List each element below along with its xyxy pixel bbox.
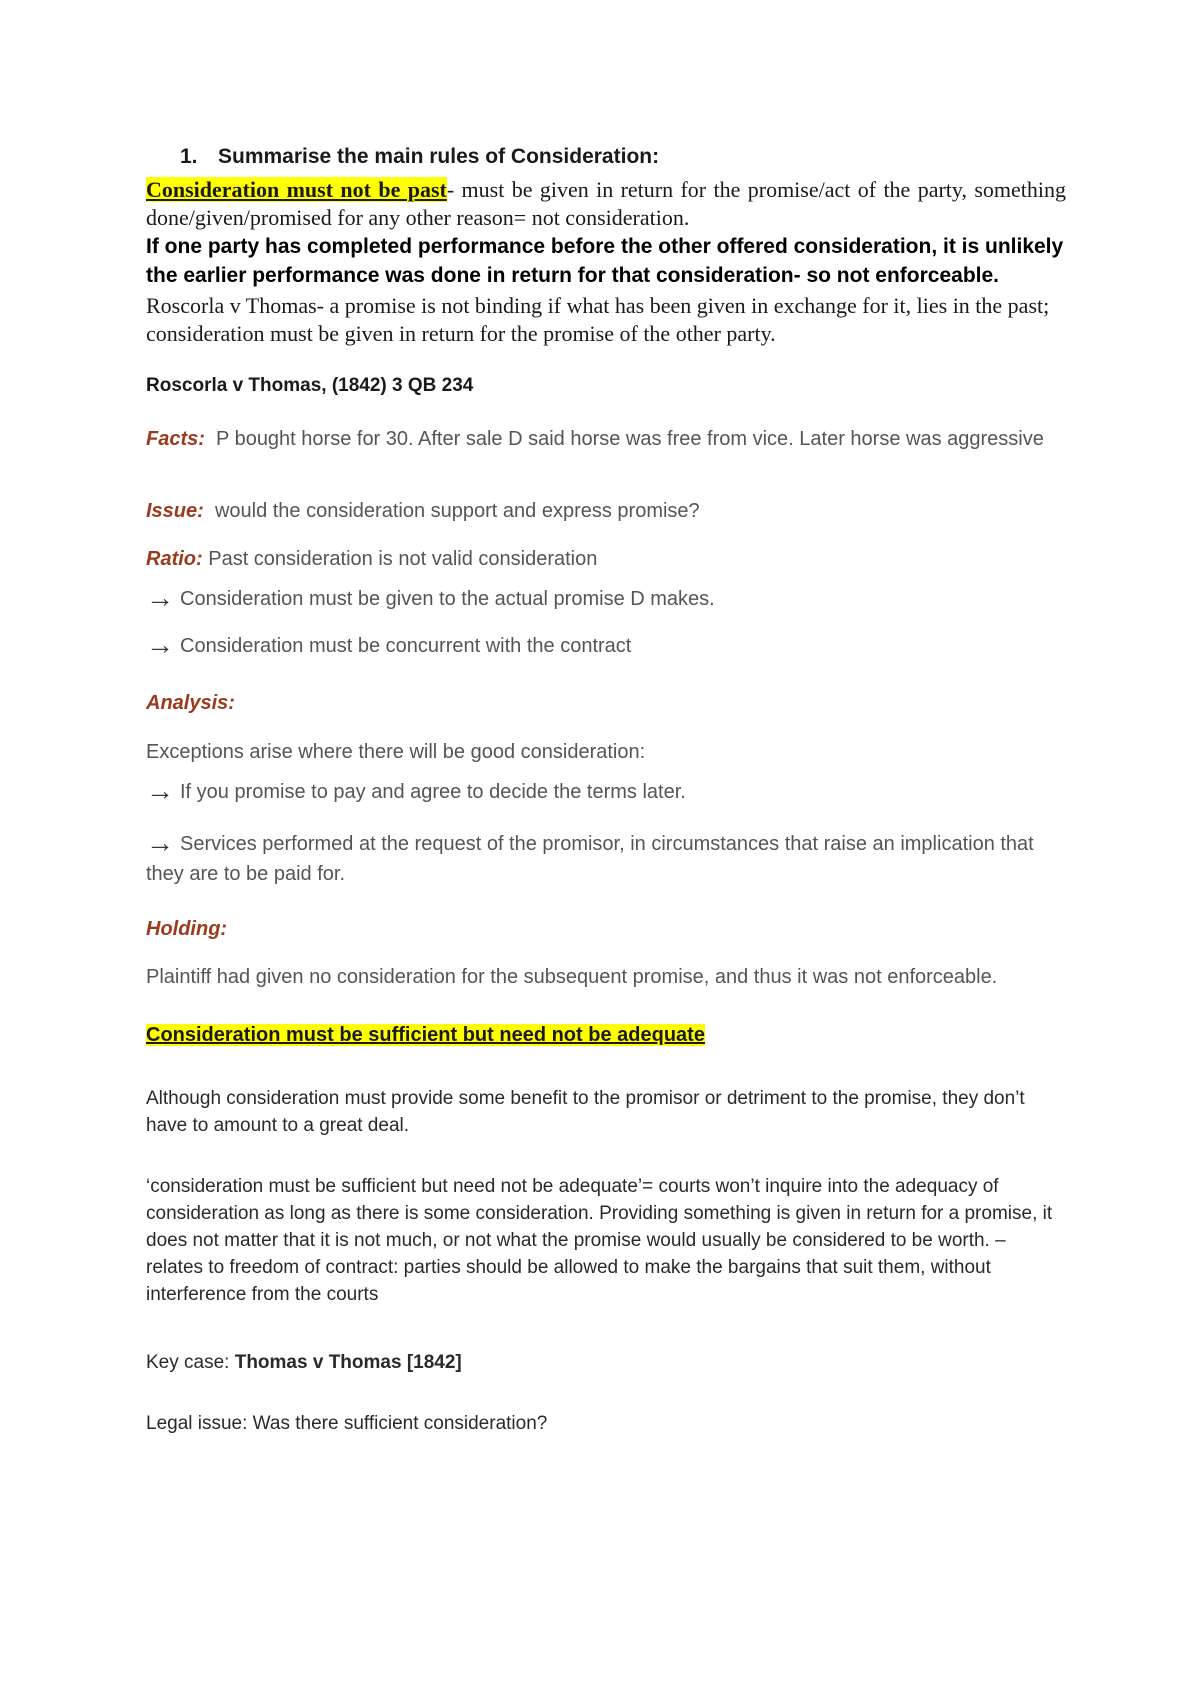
case-title: Roscorla v Thomas, (1842) 3 QB 234 xyxy=(146,375,474,396)
ratio-paragraph xyxy=(146,548,1066,571)
analysis-point xyxy=(146,829,1066,889)
facts-text: P bought horse for 30. After sale D said horse was free from vice. Later horse was aggressive xyxy=(216,428,1044,450)
analysis-intro: Exceptions arise where there will be good consideration: xyxy=(146,741,646,763)
rule-past-highlight: Consideration must not be past xyxy=(146,177,447,202)
issue-text: would the consideration support and express promise? xyxy=(214,500,700,522)
ratio-point-text: Consideration must be concurrent with the contract xyxy=(180,635,632,657)
facts-paragraph xyxy=(146,428,1066,451)
analysis-point xyxy=(146,775,1066,806)
key-case-label: Key case: xyxy=(146,1352,230,1373)
sufficient-para1: Although consideration must provide some benefit to the promisor or detriment to the promise, they don’t have to amount to a great deal. xyxy=(146,1088,1025,1136)
ratio-point xyxy=(146,629,1066,660)
issue-label: Issue: xyxy=(146,500,204,522)
roscorla-paragraph: Roscorla v Thomas- a promise is not binding if what has been given in exchange for it, lies in the past; consideration must be given in return for the promise of the other party. xyxy=(146,293,1050,346)
issue-paragraph xyxy=(146,500,1066,523)
facts-label: Facts: xyxy=(146,428,205,450)
heading-number: 1. xyxy=(180,145,198,168)
rule-sufficient-highlight: Consideration must be sufficient but need not be adequate xyxy=(146,1024,705,1046)
analysis-heading xyxy=(146,692,1066,715)
ratio-label: Ratio: xyxy=(146,548,203,570)
key-case-line xyxy=(146,1349,1066,1376)
right-arrow-icon: → xyxy=(146,827,174,858)
section-heading xyxy=(180,145,1100,169)
heading-text: Summarise the main rules of Consideration: xyxy=(218,145,660,168)
right-arrow-icon: → xyxy=(146,775,174,806)
bold-paragraph: If one party has completed performance before the other offered consideration, it is unlikely the earlier performance was done in return for that consideration- so not enforceable. xyxy=(146,235,1064,287)
rule-sufficient-heading xyxy=(146,1024,1066,1047)
analysis-point-text: If you promise to pay and agree to decide the terms later. xyxy=(180,781,686,803)
ratio-point xyxy=(146,582,1066,613)
key-case-name: Thomas v Thomas [1842] xyxy=(234,1352,462,1373)
ratio-point-text: Consideration must be given to the actual promise D makes. xyxy=(180,588,715,610)
analysis-point-text: Services performed at the request of the promisor, in circumstances that raise an implication that they are to be paid for. xyxy=(146,833,1034,885)
ratio-text: Past consideration is not valid consideration xyxy=(208,548,598,570)
holding-heading xyxy=(146,918,1066,941)
holding-text: Plaintiff had given no consideration for the subsequent promise, and thus it was not enforceable. xyxy=(146,966,998,988)
analysis-label: Analysis: xyxy=(146,692,235,714)
sufficient-para2: ‘consideration must be sufficient but need not be adequate’= courts won’t inquire into the adequacy of consideration as long as there is some consideration. Providing something is given in return for a promise, it does not matter that it is not much, or not what the promise would usually be considered to be worth. – relates to freedom of contract: parties should be allowed to make the bargains that suit them, without interference from the courts xyxy=(146,1176,1053,1305)
rule-past-paragraph xyxy=(146,176,1066,232)
legal-issue-line: Legal issue: Was there sufficient consideration? xyxy=(146,1413,548,1434)
rule-past-text: - must be given in return for the promise/act of the party, something done/given/promised for any other reason= not consideration. xyxy=(146,177,1066,230)
holding-label: Holding: xyxy=(146,918,228,940)
right-arrow-icon: → xyxy=(146,629,174,660)
right-arrow-icon: → xyxy=(146,582,174,613)
